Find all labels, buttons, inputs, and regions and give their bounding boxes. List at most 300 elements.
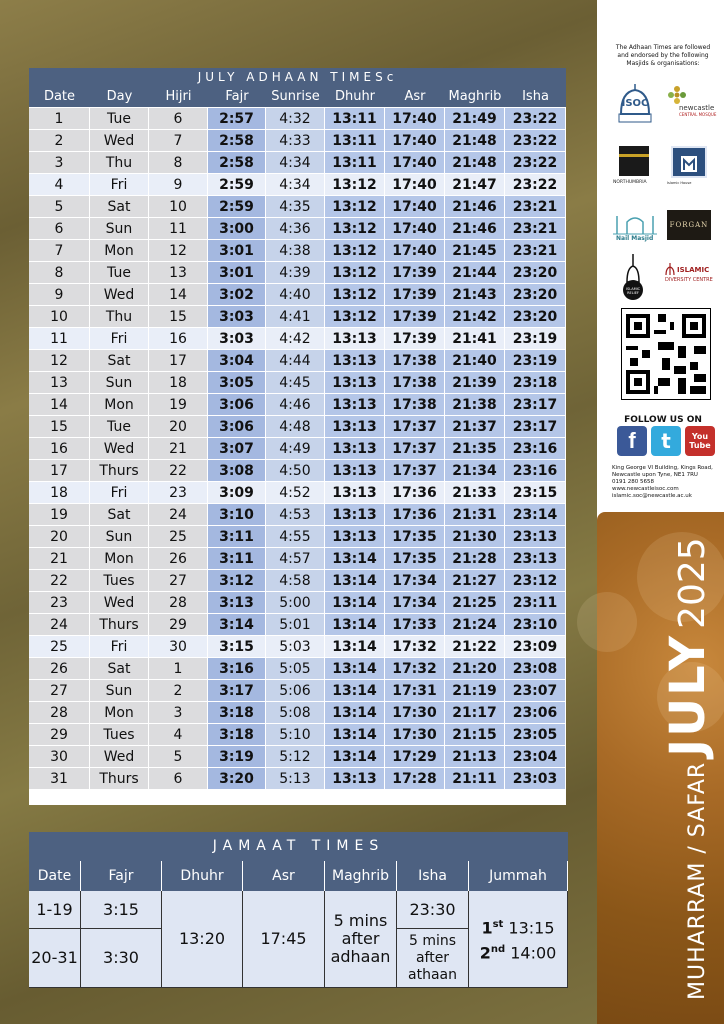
- table-row: [29, 701, 566, 723]
- cell-day: Sun: [90, 372, 149, 393]
- cell-day: Tue: [90, 416, 149, 437]
- cell-day: Tues: [90, 724, 149, 745]
- cell-dhuhr: 13:14: [325, 702, 385, 723]
- table-row: [29, 371, 566, 393]
- cell-sunrise: 4:52: [266, 482, 325, 503]
- twitter-icon-glyph: t: [661, 429, 671, 453]
- cell-asr: 17:37: [385, 416, 445, 437]
- cell-maghrib: 21:22: [445, 636, 505, 657]
- cell-asr: 17:39: [385, 262, 445, 283]
- cell-fajr: 3:13: [208, 592, 266, 613]
- cell-maghrib: 21:24: [445, 614, 505, 635]
- cell-hijri: 3: [149, 702, 208, 723]
- cell-day: Mon: [90, 240, 149, 261]
- cell-date: 17: [29, 460, 90, 481]
- cell-dhuhr: 13:13: [325, 526, 385, 547]
- cell-asr: 17:38: [385, 350, 445, 371]
- table-row: [29, 745, 566, 767]
- cell-day: Sun: [90, 680, 149, 701]
- table-row: [29, 503, 566, 525]
- newcastle-logo-text: newcastle: [679, 104, 715, 112]
- cell-date: 23: [29, 592, 90, 613]
- cell-fajr: 3:05: [208, 372, 266, 393]
- cell-sunrise: 4:42: [266, 328, 325, 349]
- cell-maghrib: 21:20: [445, 658, 505, 679]
- northumbria-kaaba-logo: [619, 146, 649, 176]
- cell-isha: 23:22: [505, 108, 566, 129]
- table-row: [29, 415, 566, 437]
- jamaat-maghrib-line2: after: [341, 929, 380, 948]
- table-row: [29, 283, 566, 305]
- cell-dhuhr: 13:13: [325, 482, 385, 503]
- cell-date: 9: [29, 284, 90, 305]
- cell-fajr: 3:19: [208, 746, 266, 767]
- cell-maghrib: 21:38: [445, 394, 505, 415]
- jamaat-isha-2-line1: 5 mins: [408, 932, 457, 949]
- cell-fajr: 3:04: [208, 350, 266, 371]
- cell-hijri: 15: [149, 306, 208, 327]
- table-row: [29, 481, 566, 503]
- cell-day: Sun: [90, 218, 149, 239]
- jamaat-header-jummah: Jummah: [469, 861, 568, 891]
- month-title-vertical: [660, 537, 716, 1000]
- cell-asr: 17:37: [385, 438, 445, 459]
- cell-date: 16: [29, 438, 90, 459]
- jamaat-table-body: [29, 891, 568, 988]
- cell-dhuhr: 13:13: [325, 504, 385, 525]
- cell-date: 7: [29, 240, 90, 261]
- cell-asr: 17:32: [385, 658, 445, 679]
- header-isha: Isha: [522, 89, 549, 104]
- cell-maghrib: 21:40: [445, 350, 505, 371]
- cell-day: Mon: [90, 548, 149, 569]
- islamic-relief-logo: [617, 252, 649, 302]
- cell-fajr: 3:17: [208, 680, 266, 701]
- cell-date: 28: [29, 702, 90, 723]
- jamaat-times-table: [29, 832, 568, 988]
- adhaan-table-header: [29, 87, 566, 107]
- table-row: [29, 459, 566, 481]
- cell-maghrib: 21:33: [445, 482, 505, 503]
- cell-sunrise: 4:44: [266, 350, 325, 371]
- cell-hijri: 1: [149, 658, 208, 679]
- cell-maghrib: 21:30: [445, 526, 505, 547]
- cell-date: 22: [29, 570, 90, 591]
- cell-hijri: 5: [149, 746, 208, 767]
- cell-isha: 23:21: [505, 196, 566, 217]
- table-row: [29, 129, 566, 151]
- cell-sunrise: 5:01: [266, 614, 325, 635]
- table-row: [29, 151, 566, 173]
- table-row: [29, 195, 566, 217]
- islamic-relief-label: ISLAMIC RELIEF: [625, 287, 641, 295]
- cell-date: 2: [29, 130, 90, 151]
- cell-dhuhr: 13:14: [325, 548, 385, 569]
- cell-maghrib: 21:35: [445, 438, 505, 459]
- follow-us-label: FOLLOW US ON: [624, 415, 702, 425]
- cell-isha: 23:09: [505, 636, 566, 657]
- cell-sunrise: 5:12: [266, 746, 325, 767]
- email-link[interactable]: islamic.soc@newcastle.ac.uk: [612, 493, 692, 499]
- endorsement-text: The Adhaan Times are followed and endorsed by the following Masjids & organisations:: [615, 44, 711, 67]
- cell-maghrib: 21:11: [445, 768, 505, 789]
- isoc-logo: [615, 84, 655, 128]
- cell-hijri: 9: [149, 174, 208, 195]
- table-row: [29, 679, 566, 701]
- cell-isha: 23:22: [505, 130, 566, 151]
- cell-maghrib: 21:45: [445, 240, 505, 261]
- qr-code[interactable]: [621, 308, 711, 400]
- header-maghrib: Maghrib: [448, 89, 502, 104]
- table-row: [29, 305, 566, 327]
- table-row: [29, 547, 566, 569]
- cell-fajr: 3:12: [208, 570, 266, 591]
- cell-maghrib: 21:41: [445, 328, 505, 349]
- cell-day: Wed: [90, 438, 149, 459]
- cell-hijri: 18: [149, 372, 208, 393]
- table-row: [29, 107, 566, 129]
- month-label: JULY: [660, 634, 716, 757]
- cell-day: Tue: [90, 262, 149, 283]
- cell-day: Wed: [90, 130, 149, 151]
- jamaat-header-date: Date: [29, 861, 81, 891]
- cell-date: 19: [29, 504, 90, 525]
- cell-day: Sat: [90, 658, 149, 679]
- jummah-first-ord: 1: [481, 918, 493, 937]
- youtube-icon[interactable]: [685, 426, 715, 456]
- cell-asr: 17:40: [385, 174, 445, 195]
- cell-asr: 17:40: [385, 108, 445, 129]
- cell-fajr: 3:01: [208, 240, 266, 261]
- cell-asr: 17:31: [385, 680, 445, 701]
- cell-sunrise: 4:32: [266, 108, 325, 129]
- year-label: 2025: [672, 537, 713, 629]
- cell-hijri: 24: [149, 504, 208, 525]
- forgan-label: FORGAN: [669, 221, 709, 229]
- cell-hijri: 11: [149, 218, 208, 239]
- cell-maghrib: 21:13: [445, 746, 505, 767]
- cell-fajr: 3:06: [208, 416, 266, 437]
- cell-dhuhr: 13:12: [325, 174, 385, 195]
- cell-sunrise: 4:48: [266, 416, 325, 437]
- cell-asr: 17:40: [385, 196, 445, 217]
- cell-day: Wed: [90, 592, 149, 613]
- table-row: [29, 591, 566, 613]
- cell-day: Thu: [90, 152, 149, 173]
- cell-date: 11: [29, 328, 90, 349]
- cell-hijri: 2: [149, 680, 208, 701]
- cell-day: Mon: [90, 394, 149, 415]
- jummah-first: [481, 914, 554, 939]
- cell-day: Thurs: [90, 614, 149, 635]
- cell-dhuhr: 13:14: [325, 570, 385, 591]
- cell-isha: 23:13: [505, 526, 566, 547]
- cell-hijri: 14: [149, 284, 208, 305]
- address-line-2: Newcastle upon Tyne, NE1 7RU: [612, 472, 698, 478]
- cell-fajr: 2:59: [208, 196, 266, 217]
- cell-asr: 17:39: [385, 328, 445, 349]
- cell-hijri: 7: [149, 130, 208, 151]
- cell-hijri: 17: [149, 350, 208, 371]
- cell-fajr: 3:16: [208, 658, 266, 679]
- cell-asr: 17:34: [385, 592, 445, 613]
- cell-maghrib: 21:15: [445, 724, 505, 745]
- header-dhuhr: Dhuhr: [334, 89, 376, 104]
- cell-asr: 17:40: [385, 240, 445, 261]
- cell-isha: 23:07: [505, 680, 566, 701]
- cell-day: Fri: [90, 328, 149, 349]
- jamaat-table-header: [29, 861, 568, 891]
- table-row: [29, 217, 566, 239]
- nail-masjid-label: Nail Masjid: [616, 235, 654, 242]
- jamaat-isha-1: 23:30: [397, 891, 469, 929]
- cell-isha: 23:18: [505, 372, 566, 393]
- cell-maghrib: 21:31: [445, 504, 505, 525]
- cell-sunrise: 5:10: [266, 724, 325, 745]
- cell-maghrib: 21:46: [445, 218, 505, 239]
- cell-sunrise: 4:49: [266, 438, 325, 459]
- jummah-second-time: 14:00: [510, 943, 557, 963]
- cell-maghrib: 21:43: [445, 284, 505, 305]
- header-fajr: Fajr: [225, 89, 249, 104]
- phone-number: 0191 280 5658: [612, 479, 654, 485]
- adhaan-times-table: [29, 68, 566, 805]
- cell-maghrib: 21:27: [445, 570, 505, 591]
- cell-asr: 17:33: [385, 614, 445, 635]
- cell-dhuhr: 13:11: [325, 152, 385, 173]
- cell-fajr: 3:02: [208, 284, 266, 305]
- jamaat-header-maghrib: Maghrib: [325, 861, 397, 891]
- jummah-second-sup: nd: [490, 944, 506, 955]
- cell-hijri: 27: [149, 570, 208, 591]
- jummah-second-ord: 2: [479, 943, 491, 963]
- jamaat-jummah: [469, 891, 568, 988]
- cell-dhuhr: 13:14: [325, 680, 385, 701]
- cell-asr: 17:35: [385, 526, 445, 547]
- cell-day: Thu: [90, 306, 149, 327]
- cell-isha: 23:11: [505, 592, 566, 613]
- cell-dhuhr: 13:13: [325, 416, 385, 437]
- jamaat-maghrib-line3: adhaan: [330, 947, 391, 966]
- cell-dhuhr: 13:12: [325, 240, 385, 261]
- cell-hijri: 25: [149, 526, 208, 547]
- cell-date: 6: [29, 218, 90, 239]
- jamaat-header-dhuhr: Dhuhr: [162, 861, 243, 891]
- cell-dhuhr: 13:12: [325, 218, 385, 239]
- cell-day: Fri: [90, 482, 149, 503]
- cell-hijri: 13: [149, 262, 208, 283]
- cell-sunrise: 5:03: [266, 636, 325, 657]
- cell-day: Sat: [90, 350, 149, 371]
- cell-isha: 23:21: [505, 240, 566, 261]
- cell-asr: 17:37: [385, 460, 445, 481]
- jamaat-range-2: 20-31: [29, 929, 81, 988]
- cell-sunrise: 4:36: [266, 218, 325, 239]
- cell-hijri: 30: [149, 636, 208, 657]
- jamaat-range-1: 1-19: [29, 891, 81, 929]
- jamaat-header-fajr: Fajr: [81, 861, 162, 891]
- cell-isha: 23:17: [505, 416, 566, 437]
- cell-isha: 23:12: [505, 570, 566, 591]
- cell-isha: 23:20: [505, 284, 566, 305]
- cell-day: Wed: [90, 746, 149, 767]
- cell-day: Tue: [90, 108, 149, 129]
- cell-hijri: 10: [149, 196, 208, 217]
- cell-maghrib: 21:25: [445, 592, 505, 613]
- cell-maghrib: 21:17: [445, 702, 505, 723]
- cell-dhuhr: 13:13: [325, 350, 385, 371]
- cell-fajr: 3:15: [208, 636, 266, 657]
- cell-maghrib: 21:48: [445, 130, 505, 151]
- cell-sunrise: 4:41: [266, 306, 325, 327]
- table-row: [29, 635, 566, 657]
- cell-date: 3: [29, 152, 90, 173]
- facebook-icon[interactable]: [617, 426, 647, 456]
- cell-date: 14: [29, 394, 90, 415]
- header-date: Date: [43, 89, 76, 104]
- cell-dhuhr: 13:12: [325, 284, 385, 305]
- header-asr: Asr: [404, 89, 426, 104]
- cell-hijri: 6: [149, 768, 208, 789]
- cell-date: 21: [29, 548, 90, 569]
- cell-date: 15: [29, 416, 90, 437]
- jamaat-maghrib-line1: 5 mins: [333, 911, 388, 930]
- cell-day: Mon: [90, 702, 149, 723]
- cell-maghrib: 21:47: [445, 174, 505, 195]
- cell-sunrise: 5:13: [266, 768, 325, 789]
- cell-asr: 17:30: [385, 724, 445, 745]
- cell-fajr: 2:58: [208, 152, 266, 173]
- cell-isha: 23:20: [505, 306, 566, 327]
- cell-hijri: 28: [149, 592, 208, 613]
- table-row: [29, 239, 566, 261]
- table-row: [29, 723, 566, 745]
- cell-fajr: 2:57: [208, 108, 266, 129]
- cell-isha: 23:10: [505, 614, 566, 635]
- cell-hijri: 23: [149, 482, 208, 503]
- cell-fajr: 3:14: [208, 614, 266, 635]
- cell-isha: 23:15: [505, 482, 566, 503]
- cell-day: Fri: [90, 174, 149, 195]
- jamaat-isha-2-line3: athaan: [408, 966, 457, 983]
- cell-asr: 17:32: [385, 636, 445, 657]
- cell-sunrise: 4:33: [266, 130, 325, 151]
- cell-date: 25: [29, 636, 90, 657]
- hijri-months-label: MUHARRAM / SAFAR: [685, 761, 710, 1000]
- twitter-icon[interactable]: [651, 426, 681, 456]
- cell-fajr: 3:20: [208, 768, 266, 789]
- cell-date: 31: [29, 768, 90, 789]
- cell-asr: 17:39: [385, 306, 445, 327]
- cell-dhuhr: 13:14: [325, 724, 385, 745]
- cell-isha: 23:08: [505, 658, 566, 679]
- contact-address: [612, 465, 716, 500]
- cell-dhuhr: 13:14: [325, 592, 385, 613]
- table-row: [29, 349, 566, 371]
- cell-date: 8: [29, 262, 90, 283]
- cell-hijri: 26: [149, 548, 208, 569]
- cell-fajr: 3:10: [208, 504, 266, 525]
- cell-hijri: 12: [149, 240, 208, 261]
- cell-day: Thurs: [90, 460, 149, 481]
- cell-asr: 17:28: [385, 768, 445, 789]
- cell-isha: 23:22: [505, 174, 566, 195]
- cell-hijri: 16: [149, 328, 208, 349]
- isoc-logo-text: ISOC: [621, 98, 649, 109]
- cell-day: Fri: [90, 636, 149, 657]
- jamaat-table-title: JAMAAT TIMES: [29, 832, 568, 861]
- cell-dhuhr: 13:13: [325, 394, 385, 415]
- cell-date: 10: [29, 306, 90, 327]
- table-row: [29, 569, 566, 591]
- cell-fajr: 3:18: [208, 724, 266, 745]
- idc-label-line2: DIVERSITY CENTRE: [665, 277, 713, 283]
- table-row: [29, 261, 566, 283]
- islamic-house-label: Islamic House: [667, 181, 692, 185]
- cell-hijri: 20: [149, 416, 208, 437]
- cell-sunrise: 4:34: [266, 152, 325, 173]
- cell-isha: 23:04: [505, 746, 566, 767]
- cell-dhuhr: 13:13: [325, 438, 385, 459]
- cell-day: Tues: [90, 570, 149, 591]
- cell-date: 29: [29, 724, 90, 745]
- cell-sunrise: 4:46: [266, 394, 325, 415]
- cell-date: 30: [29, 746, 90, 767]
- cell-maghrib: 21:46: [445, 196, 505, 217]
- cell-fajr: 3:18: [208, 702, 266, 723]
- cell-isha: 23:22: [505, 152, 566, 173]
- cell-isha: 23:17: [505, 394, 566, 415]
- cell-dhuhr: 13:12: [325, 262, 385, 283]
- cell-hijri: 4: [149, 724, 208, 745]
- cell-sunrise: 4:50: [266, 460, 325, 481]
- cell-day: Sun: [90, 526, 149, 547]
- cell-date: 18: [29, 482, 90, 503]
- table-row: [29, 613, 566, 635]
- jamaat-header-asr: Asr: [243, 861, 325, 891]
- website-link[interactable]: www.newcastleisoc.com: [612, 486, 679, 492]
- idc-label-line1: ISLAMIC: [677, 266, 710, 274]
- cell-sunrise: 4:39: [266, 262, 325, 283]
- cell-isha: 23:03: [505, 768, 566, 789]
- cell-fajr: 2:58: [208, 130, 266, 151]
- cell-asr: 17:40: [385, 152, 445, 173]
- cell-sunrise: 5:08: [266, 702, 325, 723]
- cell-hijri: 19: [149, 394, 208, 415]
- cell-dhuhr: 13:13: [325, 372, 385, 393]
- jamaat-isha-2-line2: after: [415, 949, 450, 966]
- jamaat-maghrib: [325, 891, 397, 988]
- jamaat-fajr-1: 3:15: [81, 891, 162, 929]
- cell-sunrise: 4:55: [266, 526, 325, 547]
- adhaan-table-body: [29, 107, 566, 789]
- cell-maghrib: 21:19: [445, 680, 505, 701]
- decorative-bubble: [577, 592, 637, 652]
- cell-fajr: 3:11: [208, 526, 266, 547]
- cell-isha: 23:06: [505, 702, 566, 723]
- islamic-diversity-centre-logo: [663, 262, 713, 292]
- table-row: [29, 393, 566, 415]
- cell-dhuhr: 13:11: [325, 130, 385, 151]
- cell-day: Thurs: [90, 768, 149, 789]
- cell-date: 24: [29, 614, 90, 635]
- cell-maghrib: 21:48: [445, 152, 505, 173]
- cell-fajr: 3:08: [208, 460, 266, 481]
- cell-day: Sat: [90, 196, 149, 217]
- jummah-first-sup: st: [492, 918, 504, 930]
- cell-asr: 17:36: [385, 482, 445, 503]
- header-sunrise: Sunrise: [271, 89, 320, 104]
